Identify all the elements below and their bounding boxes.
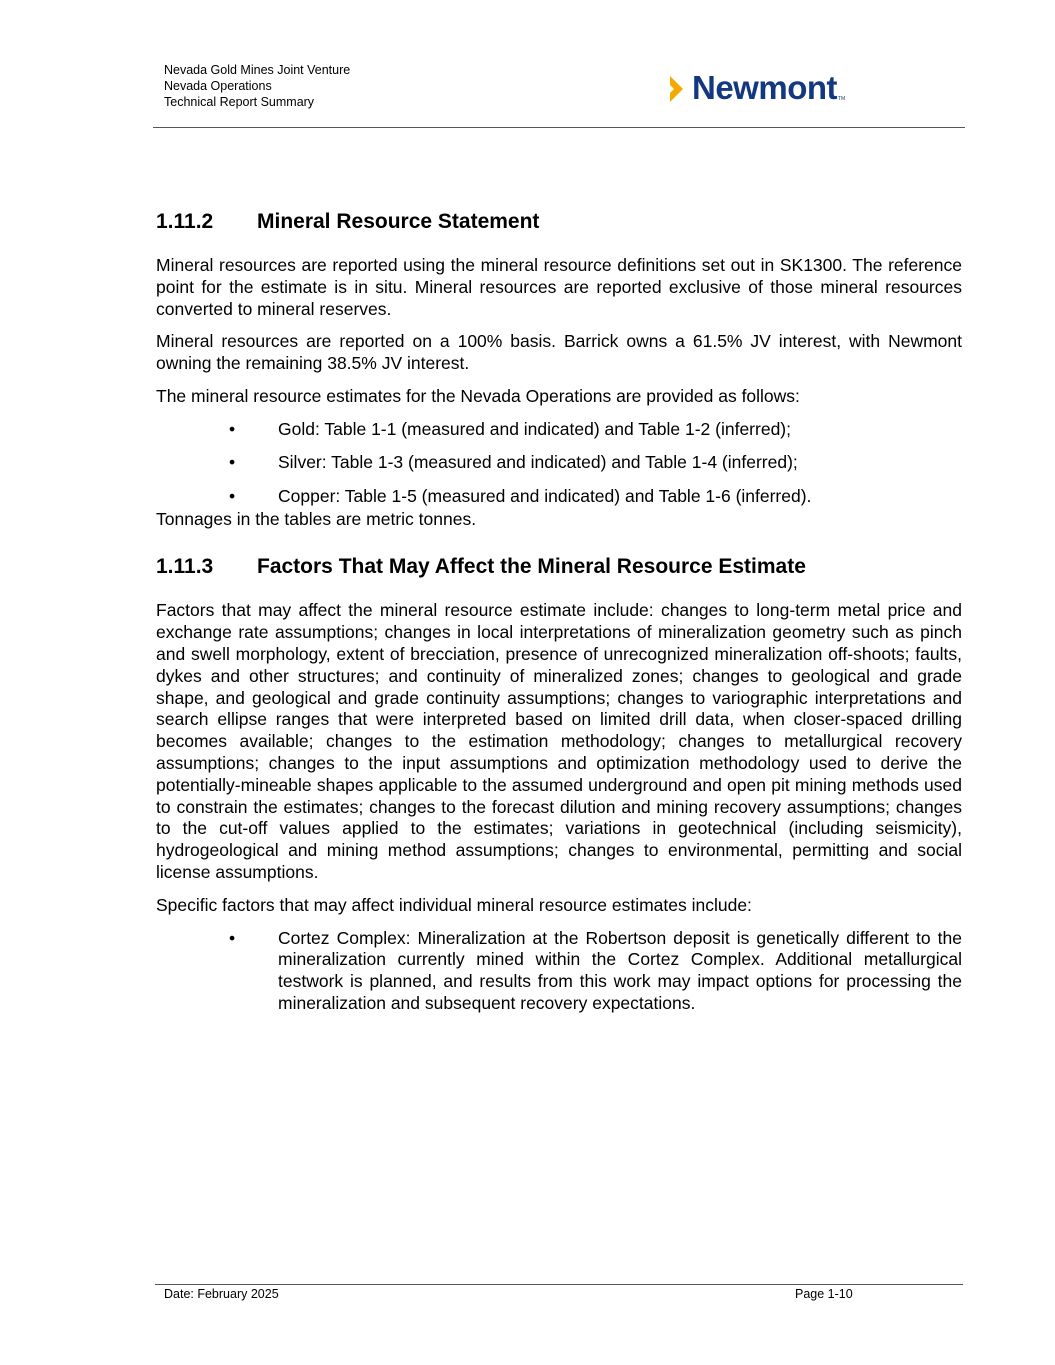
page-body bbox=[156, 205, 962, 1027]
logo-wordmark: Newmont bbox=[692, 69, 837, 106]
paragraph: Mineral resources are reported on a 100% basis. Barrick owns a 61.5% JV interest, with Newmont owning the remaining 38.5% JV interest. bbox=[156, 331, 962, 374]
list-item: • Cortez Complex: Mineralization at the Robertson deposit is genetically different to the mineralization currently mined within the Cortez Complex. Additional metallurgical testwork is planned, and results from this work may impact options for processing the mineralization and subsequent recovery expectations. bbox=[229, 927, 962, 1013]
header-divider bbox=[153, 127, 965, 128]
footer-divider bbox=[155, 1284, 963, 1285]
logo-trademark: TM bbox=[838, 96, 846, 102]
list-item: • Silver: Table 1-3 (measured and indicated) and Table 1-4 (inferred); bbox=[229, 452, 798, 473]
header-company: Nevada Gold Mines Joint Venture bbox=[164, 63, 351, 77]
section-title: Factors That May Affect the Mineral Resource Estimate bbox=[257, 555, 806, 579]
bullet-icon: • bbox=[229, 418, 236, 439]
list-item: • Copper: Table 1-5 (measured and indicated) and Table 1-6 (inferred). bbox=[229, 485, 812, 506]
paragraph: Specific factors that may affect individual mineral resource estimates include: bbox=[156, 894, 752, 915]
paragraph: Tonnages in the tables are metric tonnes. bbox=[156, 508, 477, 529]
list-item: • Gold: Table 1-1 (measured and indicated) and Table 1-2 (inferred); bbox=[229, 418, 791, 439]
header-report-type: Technical Report Summary bbox=[164, 95, 315, 109]
section-heading-factors bbox=[156, 550, 962, 584]
specific-factors-list bbox=[156, 928, 962, 1015]
newmont-logo bbox=[670, 68, 845, 104]
bullet-icon: • bbox=[229, 927, 236, 948]
bullet-icon: • bbox=[229, 452, 236, 473]
paragraph: Mineral resources are reported using the mineral resource definitions set out in SK1300. The reference point for the estimate is in situ. Mineral resources are reported exclusive of those mineral resources converted to mineral reserves. bbox=[156, 255, 962, 319]
footer-date: Date: February 2025 bbox=[164, 1287, 279, 1301]
bullet-icon: • bbox=[229, 485, 236, 506]
footer-page-number: Page 1-10 bbox=[795, 1287, 853, 1301]
resource-table-list bbox=[156, 419, 962, 508]
section-number: 1.11.3 bbox=[156, 555, 214, 579]
section-number: 1.11.2 bbox=[156, 210, 214, 233]
header-info bbox=[164, 62, 350, 110]
section-heading-resource-statement bbox=[156, 205, 962, 239]
header-operations: Nevada Operations bbox=[164, 79, 272, 93]
paragraph: The mineral resource estimates for the Nevada Operations are provided as follows: bbox=[156, 385, 800, 406]
paragraph: Factors that may affect the mineral resource estimate include: changes to long-term metal price and exchange rate assumptions; changes in local interpretations of mineralization geometry such as pinch and swell morphology, extent of brecciation, presence of unrecognized mineralization off-shoots; faults, dykes and other structures; and continuity of mineralized zones; changes to geological and grade shape, and geological and grade continuity assumptions; changes to variographic interpretations and search ellipse ranges that were interpreted based on limited drill data, when closer-spaced drilling becomes available; changes to the estimation methodology; changes to metallurgical recovery assumptions; changes to the input assumptions and optimization methodology used to derive the potentially-mineable shapes applicable to the assumed underground and open pit mining methods used to constrain the estimates; changes to the forecast dilution and mining recovery assumptions; changes to the cut-off values applied to the estimates; variations in geotechnical (including seismicity), hydrogeological and mining method assumptions; changes to environmental, permitting and social license assumptions. bbox=[156, 600, 962, 882]
section-title: Mineral Resource Statement bbox=[257, 210, 540, 233]
newmont-logo-chevron-icon bbox=[670, 74, 694, 104]
